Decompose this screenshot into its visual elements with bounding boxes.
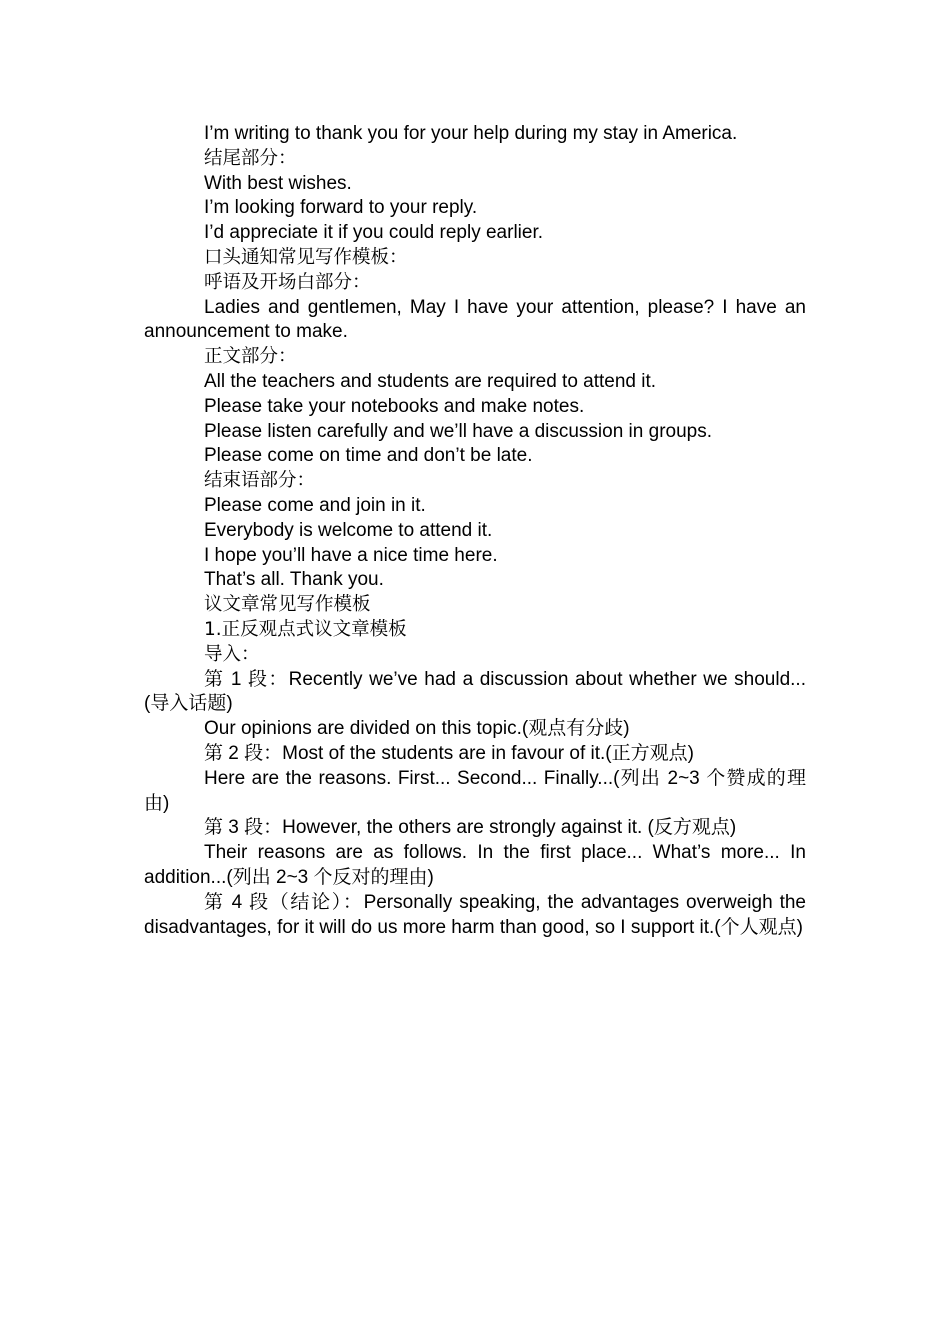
heading-greeting-opening: 呼语及开场白部分： bbox=[204, 271, 371, 293]
text-line-16: Everybody is welcome to attend it. bbox=[204, 519, 493, 541]
text-paragraph-3: 第 3 段：However, the others are strongly against it. (反方观点) bbox=[204, 817, 737, 839]
heading-oral-notice-template: 口头通知常见写作模板： bbox=[204, 246, 408, 268]
text-paragraph-2: 第 2 段：Most of the students are in favour of it.(正方观点) bbox=[204, 742, 694, 764]
text-line-13: Please come on time and don’t be late. bbox=[204, 445, 533, 467]
text-line-11: Please take your notebooks and make notes. bbox=[204, 395, 585, 417]
heading-body-section: 正文部分： bbox=[204, 346, 297, 368]
text-line-5: I’d appreciate it if you could reply earlier. bbox=[204, 222, 544, 244]
heading-introduction: 导入： bbox=[204, 643, 260, 665]
text-line-3: With best wishes. bbox=[204, 172, 352, 194]
text-line-15: Please come and join in it. bbox=[204, 494, 426, 516]
heading-ending-section: 结束语部分： bbox=[204, 470, 316, 492]
text-reasons-against: Their reasons are as follows. In the first place... What’s more... In addition...(列出 2~3 个反对的理由) bbox=[144, 842, 806, 888]
heading-argumentative-template: 议文章常见写作模板 bbox=[204, 594, 371, 616]
text-announcement-opening: Ladies and gentlemen, May I have your attention, please? I have an announcement to make. bbox=[144, 296, 806, 343]
text-line-17: I hope you’ll have a nice time here. bbox=[204, 544, 498, 566]
heading-closing-section: 结尾部分： bbox=[204, 147, 297, 169]
text-line-4: I’m looking forward to your reply. bbox=[204, 197, 478, 219]
text-opinions-divided: Our opinions are divided on this topic.(观点有分歧) bbox=[204, 718, 630, 740]
text-line-10: All the teachers and students are required to attend it. bbox=[204, 370, 657, 392]
heading-pros-cons-template: 1.正反观点式议文章模板 bbox=[204, 618, 407, 640]
text-paragraph-1: 第 1 段：Recently we’ve had a discussion about whether we should... (导入话题) bbox=[144, 668, 806, 715]
text-reasons-for: Here are the reasons. First... Second... Finally...(列出 2~3 个赞成的理由) bbox=[144, 767, 806, 814]
text-line-1: I’m writing to thank you for your help during my stay in America. bbox=[204, 123, 738, 144]
text-line-18: That’s all. Thank you. bbox=[204, 569, 384, 591]
document-page bbox=[144, 122, 806, 940]
text-paragraph-4-conclusion: 第 4 段（结论）：Personally speaking, the advantages overweigh the disadvantages, for it will do us more harm than good, so I support it.(个人观点) bbox=[144, 891, 806, 938]
text-line-12: Please listen carefully and we’ll have a discussion in groups. bbox=[204, 420, 712, 442]
